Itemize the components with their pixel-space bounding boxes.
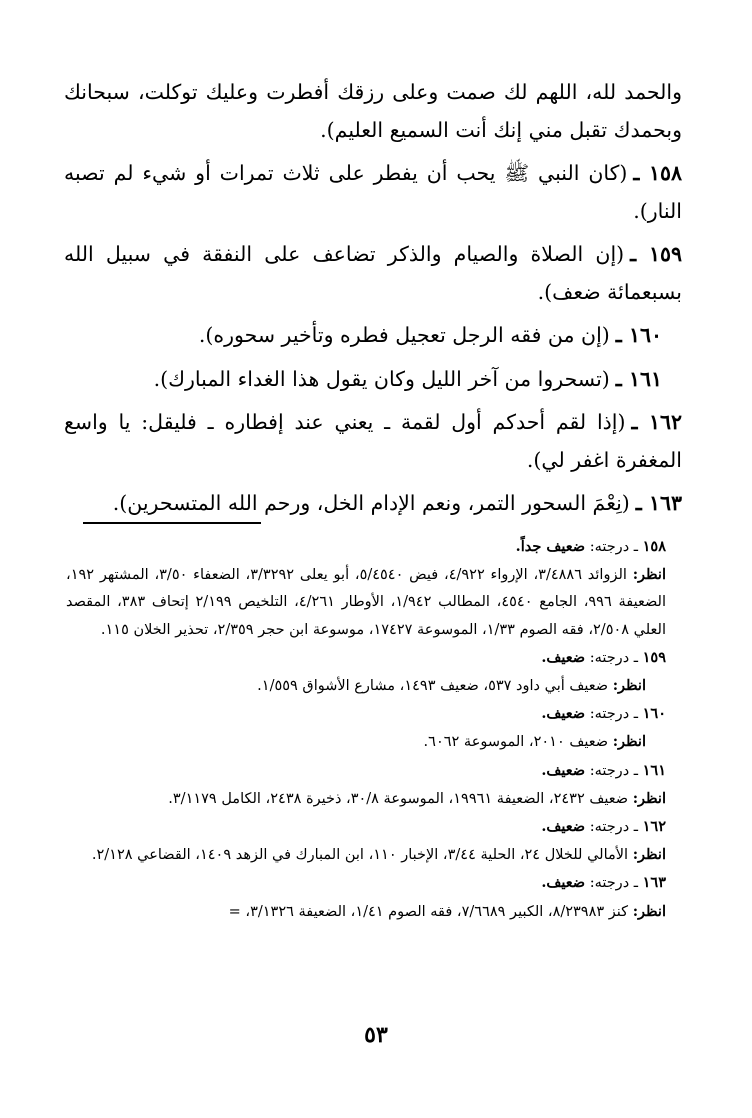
footnote-number: ١٥٨ [642,538,666,555]
footnote-161-grade [66,757,666,785]
see-label: انظر: [632,789,666,807]
footnote-number: ١٦١ [642,761,666,779]
footnote-163-grade [66,869,666,897]
references: الأمالي للخلال ٢٤، الحلية ٣/٤٤، الإخبار ١١٠، ابن المبارك في الزهد ١٤٠٩، القضاعي ٢/١٢٨. [91,847,629,864]
footnote-number: ١٦٢ [642,818,666,836]
footnote-161-refs [66,785,666,813]
page-number: ٥٣ [364,1022,388,1048]
hadith-text: (إن من فقه الرجل تعجيل فطره وتأخير سحوره). [198,323,610,347]
hadith-number: ١٦٠ ـ [615,323,662,347]
footnote-159-refs [66,672,666,700]
hadith-158 [64,155,682,230]
footnote-162-grade [66,813,666,841]
grade-label: ـ درجته: [589,819,639,836]
grade-value: ضعيف. [541,818,586,836]
continuation-paragraph: والحمد لله، اللهم لك صمت وعلى رزقك أفطرت وعليك توكلت، سبحانك وبحمدك تقبل مني إنك أنت السميع العليم). [64,80,682,142]
see-label: انظر: [632,846,666,864]
grade-label: ـ درجته: [589,706,639,723]
hadith-163 [64,485,682,523]
grade-label: ـ درجته: [589,762,639,779]
footnote-number: ١٦٣ [642,874,666,892]
see-label: انظر: [632,902,666,920]
grade-value: ضعيف. [541,874,586,892]
grade-value: ضعيف. [541,705,586,723]
hadith-160 [64,317,682,355]
grade-value: ضعيف. [541,761,586,779]
hadith-text: (كان النبي ﷺ يحب أن يفطر على ثلاث تمرات أو شيء لم تصبه النار). [64,161,682,223]
hadith-162 [64,404,682,479]
references: ضعيف ٢٠١٠، الموسوعة ٦٠٦٢. [423,734,609,751]
references: الزوائد ٣/٤٨٨٦، الإرواء ٤/٩٢٢، فيض ٥/٤٥٤٠، أبو يعلى ٣/٣٢٩٢، الضعفاء ٣/٥٠، المشتهر ١٩٢، الضعيفة ٩٩٦، الجامع ٤٥٤٠، المطالب ١/٩٤٢، الأوطار ٤/٢٦١، التلخيص ٢/١٩٩ إتحاف ٣٨٣، المقصد العلي ٢/٥٠٨، فقه الصوم ١/٣٣، الموسوعة ١٧٤٢٧، موسوعة ابن حجر ٢/٣٥٩، تحذير الخلان ١١٥. [66,567,667,638]
hadith-number: ١٦١ ـ [615,366,662,391]
references: كنز ٨/٢٣٩٨٣، الكبير ٧/٦٦٨٩، فقه الصوم ١/٤١، الضعيفة ٣/١٣٢٦، = [228,903,629,920]
hadith-161 [64,361,682,399]
footnote-divider [83,522,261,524]
grade-value: ضعيف جداً. [515,538,586,555]
footnote-162-refs [66,841,666,869]
footnote-160-grade [66,700,666,728]
see-label: انظر: [612,677,646,695]
grade-label: ـ درجته: [589,649,639,666]
footnote-163-refs [66,898,666,926]
hadith-text: (إن الصلاة والصيام والذكر تضاعف على النفقة في سبيل الله بسبعمائة ضعف). [64,242,682,304]
main-text [64,74,682,529]
see-label: انظر: [612,733,646,751]
footnote-number: ١٦٠ [642,705,666,723]
hadith-text: (نِعْمَ السحور التمر، ونعم الإدام الخل، ورحم الله المتسحرين). [112,491,630,515]
references: ضعيف أبي داود ٥٣٧، ضعيف ١٤٩٣، مشارع الأشواق ١/٥٥٩. [257,678,609,695]
hadith-number: ١٦٢ ـ [631,410,682,434]
see-label: انظر: [632,566,666,584]
hadith-text: (تسحروا من آخر الليل وكان يقول هذا الغداء المبارك). [153,366,610,391]
grade-value: ضعيف. [541,648,586,666]
hadith-text: (إذا لقم أحدكم أول لقمة ـ يعني عند إفطاره ـ فليقل: يا واسع المغفرة اغفر لي). [64,410,682,472]
references: ضعيف ٢٤٣٢، الضعيفة ١٩٩٦١، الموسوعة ٣٠/٨، ذخيرة ٢٤٣٨، الكامل ٣/١١٧٩. [168,790,629,807]
hadith-number: ١٦٣ ـ [635,491,682,515]
footnote-160-refs [66,728,666,756]
grade-label: ـ درجته: [589,539,639,555]
footnote-158-grade [66,533,666,561]
footnote-number: ١٥٩ [642,648,666,666]
hadith-number: ١٥٩ ـ [630,242,682,266]
hadith-number: ١٥٨ ـ [633,161,682,185]
footnotes [66,533,666,926]
grade-label: ـ درجته: [589,875,639,892]
footnote-159-grade [66,644,666,672]
footnote-158-refs [66,561,666,644]
hadith-159 [64,236,682,311]
